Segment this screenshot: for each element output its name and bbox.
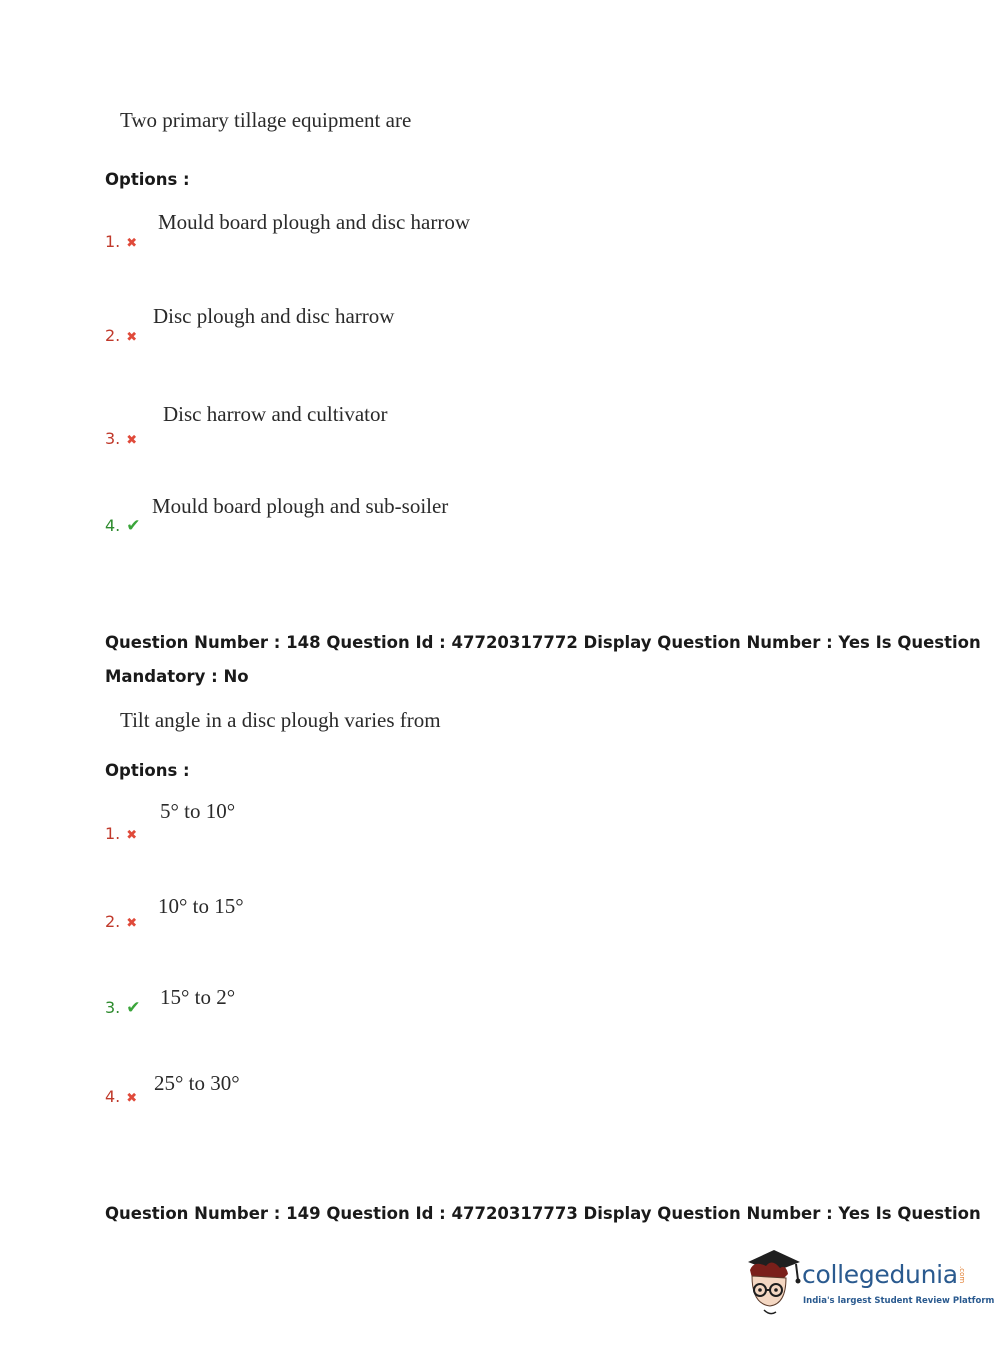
option-number: 4. ✖: [105, 1087, 138, 1106]
wrong-icon: ✖: [126, 916, 138, 931]
logo-wordmark: collegedunia: [802, 1260, 958, 1289]
question-meta: Question Number : 148 Question Id : 47720317772 Display Question Number : Yes Is Question: [105, 633, 981, 652]
wrong-icon: ✖: [126, 433, 138, 448]
option-text: 15° to 2°: [160, 985, 236, 1009]
check-icon: ✔: [126, 998, 141, 1018]
option-text: 25° to 30°: [154, 1071, 240, 1095]
option-number: 3. ✔: [105, 998, 141, 1018]
options-label: Options :: [105, 761, 190, 780]
question-meta-mandatory: Mandatory : No: [105, 667, 249, 686]
logo-tagline: India's largest Student Review Platform: [803, 1296, 995, 1306]
logo-suffix: .com: [958, 1266, 966, 1284]
option-number: 2. ✖: [105, 326, 138, 345]
option-text: Mould board plough and sub-soiler: [152, 494, 449, 518]
question-meta: Question Number : 149 Question Id : 47720317773 Display Question Number : Yes Is Question: [105, 1204, 981, 1223]
wrong-icon: ✖: [126, 828, 138, 843]
wrong-icon: ✖: [126, 330, 138, 345]
option-text: 10° to 15°: [158, 894, 244, 918]
check-icon: ✔: [126, 516, 141, 536]
wrong-icon: ✖: [126, 1091, 138, 1106]
mascot-icon: [740, 1246, 802, 1320]
question-text: Two primary tillage equipment are: [120, 108, 412, 132]
question-text: Tilt angle in a disc plough varies from: [120, 708, 441, 732]
option-text: Disc harrow and cultivator: [163, 402, 388, 426]
option-number: 4. ✔: [105, 516, 141, 536]
option-text: 5° to 10°: [160, 799, 236, 823]
collegedunia-logo: [740, 1246, 995, 1320]
option-number: 1. ✖: [105, 824, 138, 843]
wrong-icon: ✖: [126, 236, 138, 251]
option-text: Disc plough and disc harrow: [153, 304, 395, 328]
options-label: Options :: [105, 170, 190, 189]
option-text: Mould board plough and disc harrow: [158, 210, 471, 234]
option-number: 2. ✖: [105, 912, 138, 931]
option-number: 1. ✖: [105, 232, 138, 251]
option-number: 3. ✖: [105, 429, 138, 448]
